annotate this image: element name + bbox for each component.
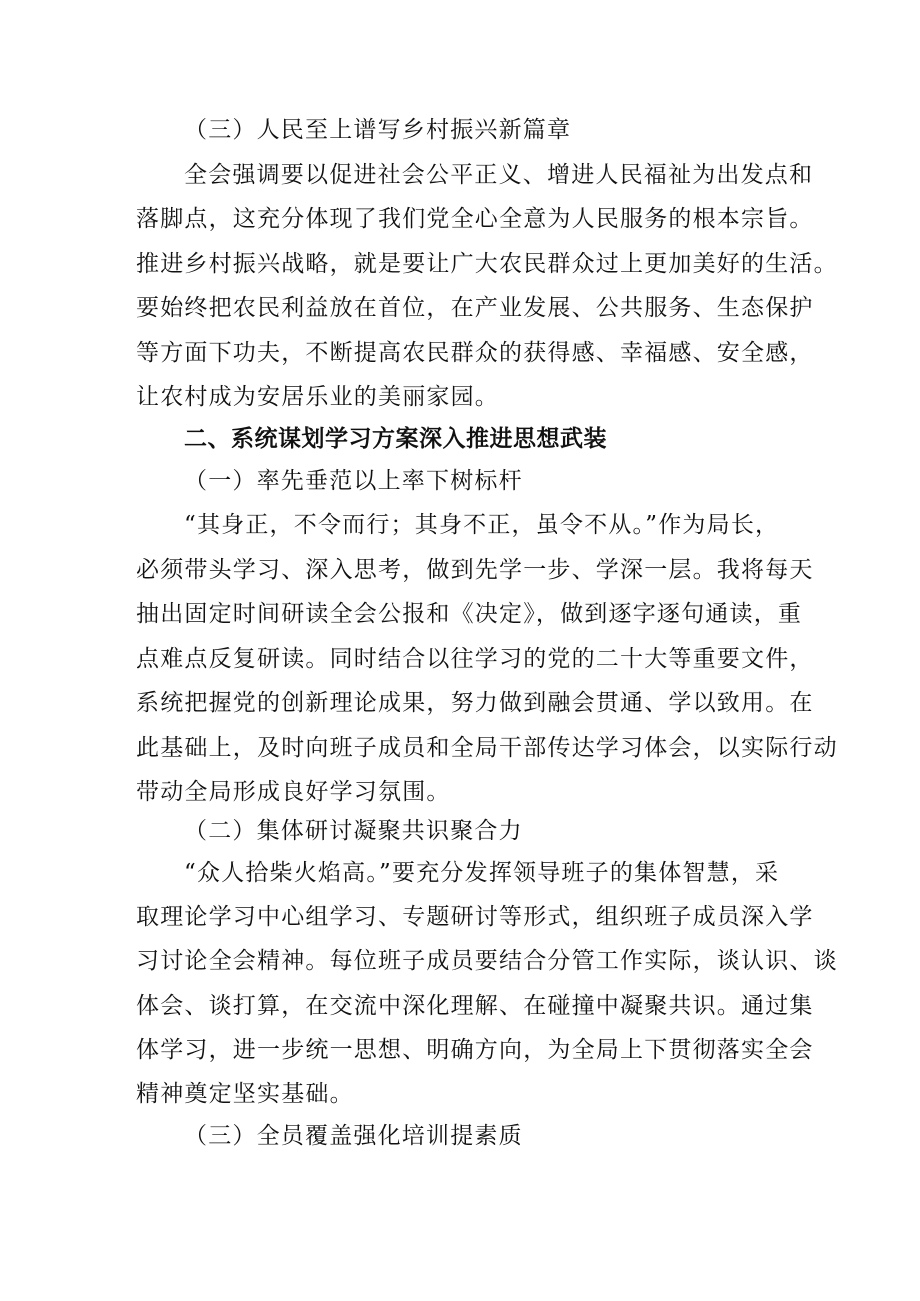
- paragraph-line: 点难点反复研读。同时结合以往学习的党的二十大等重要文件，: [136, 646, 814, 672]
- section-3-title: （三）人民至上谱写乡村振兴新篇章: [184, 117, 572, 143]
- paragraph-line: 系统把握党的创新理论成果，努力做到融会贯通、学以致用。在: [136, 690, 814, 716]
- paragraph-line: “众人拾柴火焰高。”要充分发挥领导班子的集体智慧，采: [184, 860, 780, 886]
- paragraph-line: 必须带头学习、深入思考，做到先学一步、学深一层。我将每天: [136, 557, 814, 583]
- subsection-2-title: （二）集体研讨凝聚共识聚合力: [184, 818, 523, 844]
- paragraph-line: 精神奠定坚实基础。: [136, 1081, 354, 1107]
- paragraph-line: 等方面下功夫，不断提高农民群众的获得感、幸福感、安全感，: [136, 340, 814, 366]
- paragraph-line: 让农村成为安居乐业的美丽家园。: [136, 384, 499, 410]
- paragraph-line: 体会、谈打算，在交流中深化理解、在碰撞中凝聚共识。通过集: [136, 993, 814, 1019]
- paragraph-line: 落脚点，这充分体现了我们党全心全意为人民服务的根本宗旨。: [136, 206, 814, 232]
- paragraph-line: 体学习，进一步统一思想、明确方向，为全局上下贯彻落实全会: [136, 1037, 814, 1063]
- paragraph-line: 全会强调要以促进社会公平正义、增进人民福祉为出发点和: [184, 162, 814, 188]
- subsection-1-title: （一）率先垂范以上率下树标杆: [184, 468, 523, 494]
- paragraph-line: 要始终把农民利益放在首位，在产业发展、公共服务、生态保护: [136, 295, 814, 321]
- paragraph-line: 取理论学习中心组学习、专题研讨等形式，组织班子成员深入学: [136, 904, 814, 930]
- part-2-heading: 二、系统谋划学习方案深入推进思想武装: [184, 426, 607, 452]
- paragraph-line: “其身正，不令而行；其身不正，虽令不从。”作为局长，: [184, 512, 780, 538]
- subsection-3-title: （三）全员覆盖强化培训提素质: [184, 1123, 523, 1149]
- paragraph-line: 习讨论全会精神。每位班子成员要结合分管工作实际，谈认识、谈: [136, 948, 838, 974]
- paragraph-line: 抽出固定时间研读全会公报和《决定》，做到逐字逐句通读，重: [136, 601, 803, 627]
- paragraph-line: 带动全局形成良好学习氛围。: [136, 779, 451, 805]
- paragraph-line: 推进乡村振兴战略，就是要让广大农民群众过上更加美好的生活。: [136, 251, 838, 277]
- paragraph-line: 此基础上，及时向班子成员和全局干部传达学习体会，以实际行动: [136, 735, 838, 761]
